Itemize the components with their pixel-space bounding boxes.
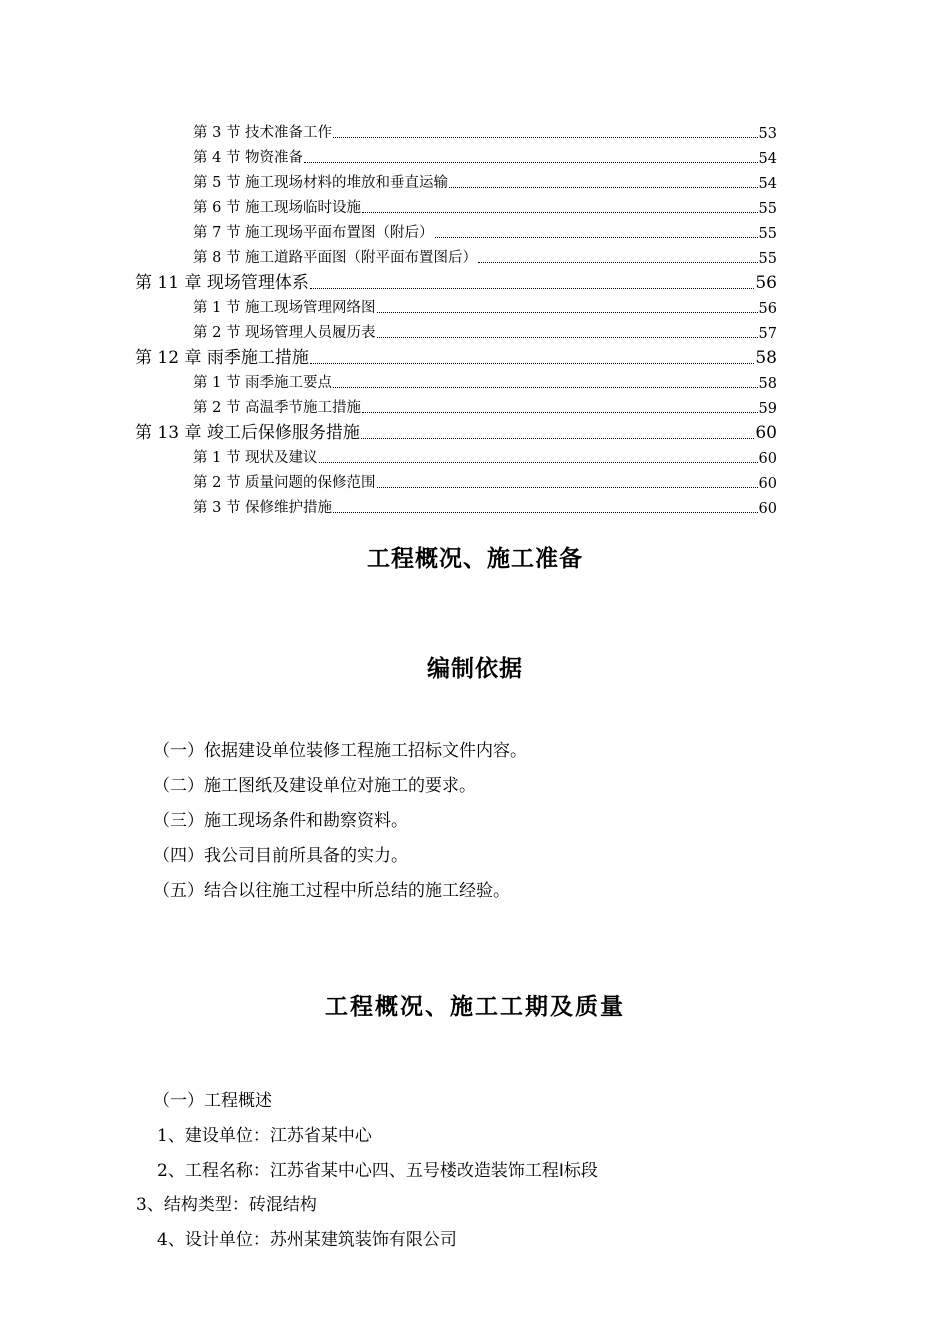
leader-dots bbox=[310, 288, 755, 289]
toc-entry[interactable]: 第 1 节 施工现场管理网络图 56 bbox=[193, 300, 777, 317]
basis-item: （二）施工图纸及建设单位对施工的要求。 bbox=[153, 776, 476, 796]
basis-item: （一）依据建设单位装修工程施工招标文件内容。 bbox=[153, 741, 527, 761]
toc-entry[interactable]: 第 2 节 现场管理人员履历表 57 bbox=[193, 325, 777, 342]
toc-entry[interactable]: 第 1 节 雨季施工要点 58 bbox=[193, 375, 777, 392]
leader-dots bbox=[449, 187, 757, 188]
toc-entry[interactable]: 第 1 节 现状及建议 60 bbox=[193, 450, 777, 467]
toc-entry[interactable]: 第 8 节 施工道路平面图（附平面布置图后） 55 bbox=[193, 250, 777, 267]
toc-entry[interactable]: 第 4 节 物资准备 54 bbox=[193, 150, 777, 167]
leader-dots bbox=[333, 387, 757, 388]
toc-chapter[interactable]: 第 13 章 竣工后保修服务措施 60 bbox=[135, 423, 777, 443]
leader-dots bbox=[333, 137, 757, 138]
section-heading: 工程概况、施工工期及质量 bbox=[325, 993, 625, 1020]
overview-item: 3、结构类型：砖混结构 bbox=[136, 1195, 317, 1215]
toc-entry[interactable]: 第 6 节 施工现场临时设施 55 bbox=[193, 200, 777, 217]
leader-dots bbox=[478, 262, 757, 263]
overview-item: 4、设计单位：苏州某建筑装饰有限公司 bbox=[157, 1230, 457, 1250]
basis-item: （四）我公司目前所具备的实力。 bbox=[153, 846, 408, 866]
leader-dots bbox=[377, 337, 758, 338]
toc-entry[interactable]: 第 2 节 高温季节施工措施 59 bbox=[193, 400, 777, 417]
leader-dots bbox=[377, 312, 758, 313]
leader-dots bbox=[435, 237, 758, 238]
leader-dots bbox=[361, 438, 755, 439]
leader-dots bbox=[377, 487, 758, 488]
leader-dots bbox=[333, 512, 757, 513]
toc-entry[interactable]: 第 7 节 施工现场平面布置图（附后） 55 bbox=[193, 225, 777, 242]
toc-entry[interactable]: 第 3 节 技术准备工作 53 bbox=[193, 125, 777, 142]
toc-chapter[interactable]: 第 11 章 现场管理体系 56 bbox=[135, 273, 777, 293]
section-heading: 工程概况、施工准备 bbox=[367, 546, 583, 572]
leader-dots bbox=[362, 412, 757, 413]
leader-dots bbox=[362, 212, 757, 213]
section-heading: 编制依据 bbox=[427, 656, 523, 682]
leader-dots bbox=[319, 462, 758, 463]
overview-item: 2、工程名称：江苏省某中心四、五号楼改造装饰工程I标段 bbox=[157, 1161, 598, 1181]
toc-entry[interactable]: 第 5 节 施工现场材料的堆放和垂直运输 54 bbox=[193, 175, 777, 192]
leader-dots bbox=[304, 162, 757, 163]
toc-entry[interactable]: 第 2 节 质量问题的保修范围 60 bbox=[193, 475, 777, 492]
basis-item: （三）施工现场条件和勘察资料。 bbox=[153, 811, 408, 831]
toc-entry[interactable]: 第 3 节 保修维护措施 60 bbox=[193, 500, 777, 517]
toc-chapter[interactable]: 第 12 章 雨季施工措施 58 bbox=[135, 348, 777, 368]
basis-item: （五）结合以往施工过程中所总结的施工经验。 bbox=[153, 881, 510, 901]
overview-item: 1、建设单位：江苏省某中心 bbox=[157, 1126, 372, 1146]
overview-title: （一）工程概述 bbox=[153, 1091, 272, 1111]
leader-dots bbox=[310, 363, 755, 364]
